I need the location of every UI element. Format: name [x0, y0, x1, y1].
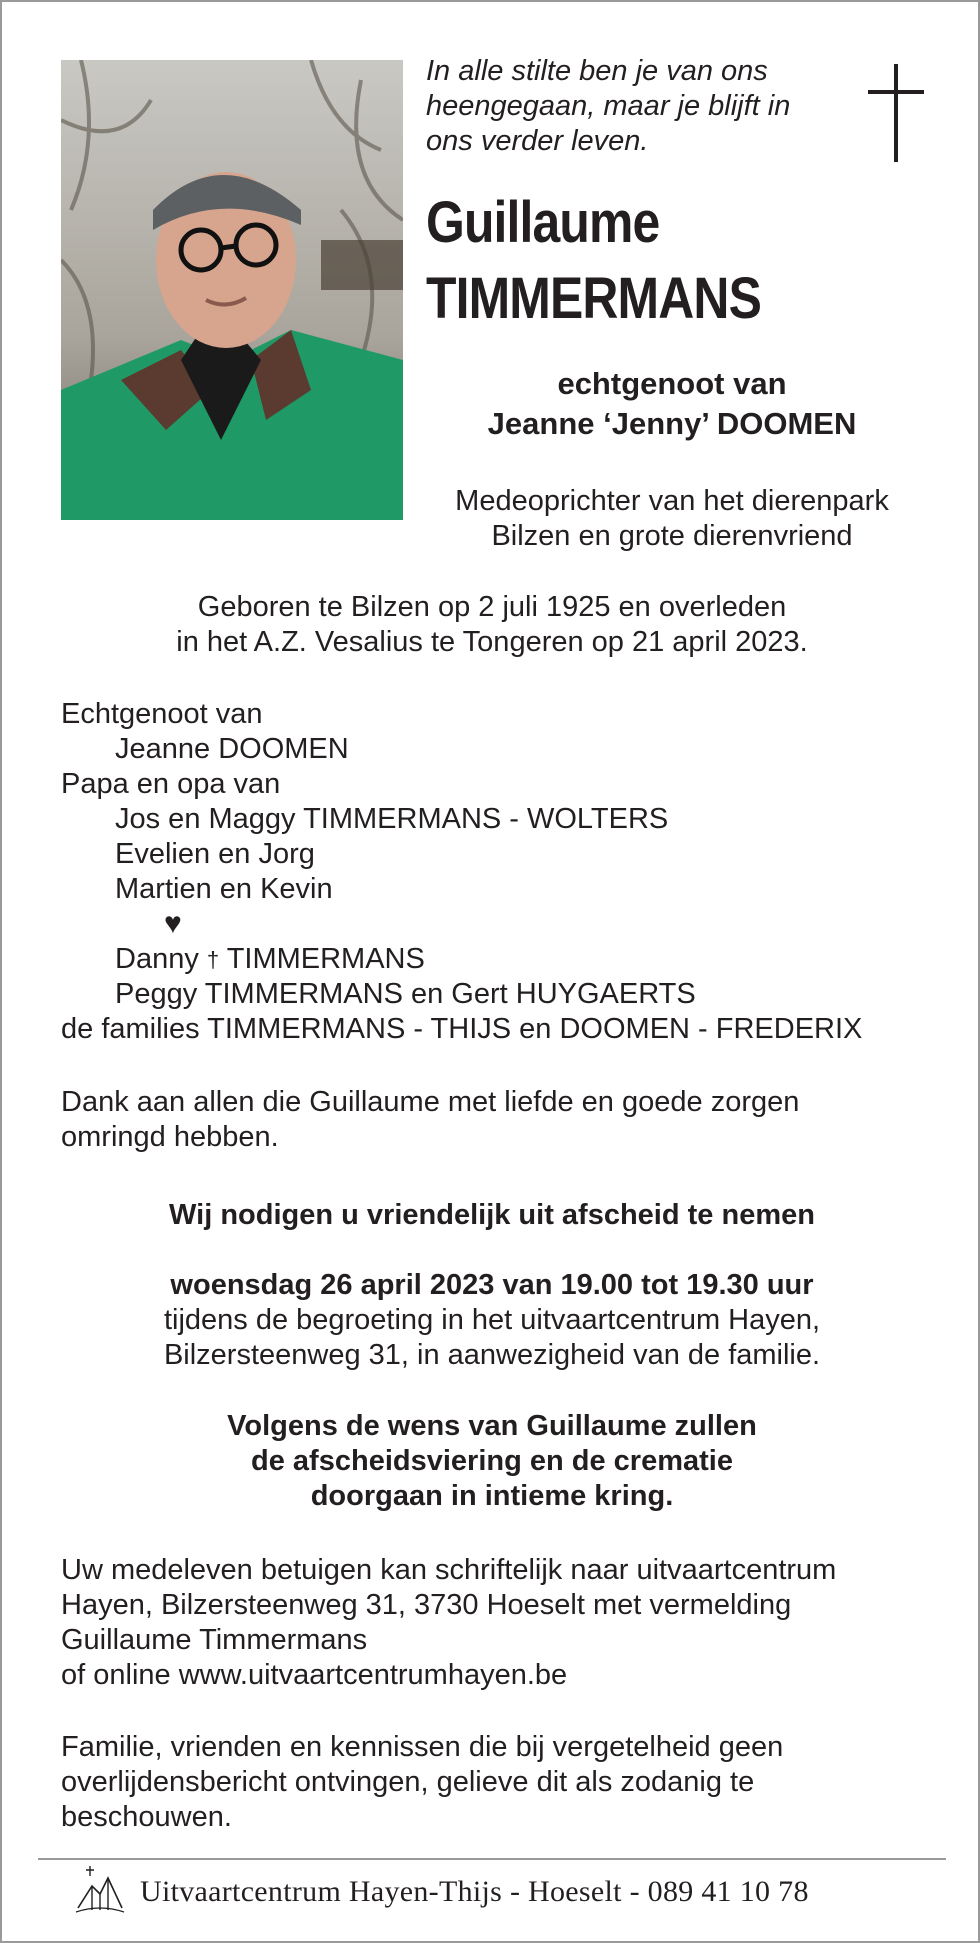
cross-icon	[868, 64, 924, 162]
thanks-text	[61, 1085, 941, 1155]
thanks-line: omringd hebben.	[61, 1121, 279, 1153]
birth-death-info	[2, 590, 980, 660]
wish-line: de afscheidsviering en de crematie	[251, 1445, 733, 1477]
quote-line: heengegaan, maar je blijft in	[426, 90, 791, 122]
birth-line: in het A.Z. Vesalius te Tongeren op 21 april 2023.	[176, 626, 808, 658]
grandchild-entry: Martien en Kevin	[115, 873, 333, 905]
spouse-heading	[432, 364, 912, 444]
children-label: Papa en opa van	[61, 768, 281, 800]
spouse-name: Jeanne DOOMEN	[115, 733, 349, 765]
footer-divider	[38, 1858, 946, 1860]
funeral-home-contact: Uitvaartcentrum Hayen-Thijs - Hoeselt - 089 41 10 78	[140, 1875, 809, 1908]
notice-text	[61, 1730, 941, 1835]
heart-icon: ♥	[164, 907, 182, 940]
condolence-line: Guillaume Timmermans	[61, 1624, 368, 1656]
deceased-name	[426, 185, 822, 337]
visitation-details	[2, 1268, 980, 1373]
spouse-heading-line: Jeanne ‘Jenny’ DOOMEN	[487, 406, 857, 441]
founder-line: Bilzen en grote dierenvriend	[491, 520, 853, 552]
child-last-name: TIMMERMANS	[226, 943, 425, 975]
portrait-photo	[61, 60, 403, 520]
last-name: TIMMERMANS	[426, 266, 761, 331]
birth-line: Geboren te Bilzen op 2 juli 1925 en overleden	[197, 591, 787, 623]
funeral-home-logo-icon	[74, 1864, 126, 1916]
notice-line: beschouwen.	[61, 1801, 232, 1833]
wish-line: doorgaan in intieme kring.	[310, 1480, 674, 1512]
child-entry: Jos en Maggy TIMMERMANS - WOLTERS	[115, 803, 669, 835]
visitation-line: Bilzersteenweg 31, in aanwezigheid van de familie.	[163, 1339, 821, 1371]
condolence-line: of online www.uitvaartcentrumhayen.be	[61, 1659, 568, 1691]
first-name: Guillaume	[426, 190, 660, 255]
dagger-icon: †	[206, 947, 220, 972]
grandchild-entry: Evelien en Jorg	[115, 838, 315, 870]
visitation-date: woensdag 26 april 2023 van 19.00 tot 19.30 uur	[170, 1269, 814, 1301]
thanks-line: Dank aan allen die Guillaume met liefde en goede zorgen	[61, 1086, 800, 1118]
families-entry: de families TIMMERMANS - THIJS en DOOMEN - FREDERIX	[61, 1013, 863, 1045]
wish-line: Volgens de wens van Guillaume zullen	[227, 1410, 757, 1442]
spouse-label: Echtgenoot van	[61, 698, 263, 730]
notice-line: Familie, vrienden en kennissen die bij vergetelheid geen	[61, 1731, 784, 1763]
condolence-line: Uw medeleven betuigen kan schriftelijk naar uitvaartcentrum	[61, 1554, 837, 1586]
founder-line: Medeoprichter van het dierenpark	[455, 485, 889, 517]
ceremony-wish	[2, 1409, 980, 1514]
condolence-line: Hayen, Bilzersteenweg 31, 3730 Hoeselt met vermelding	[61, 1589, 792, 1621]
notice-line: overlijdensbericht ontvingen, gelieve dit als zodanig te	[61, 1766, 755, 1798]
founder-note	[432, 484, 912, 554]
quote-line: ons verder leven.	[426, 125, 649, 157]
child-entry: Peggy TIMMERMANS en Gert HUYGAERTS	[115, 978, 696, 1010]
invitation-heading: Wij nodigen u vriendelijk uit afscheid te nemen	[169, 1199, 815, 1231]
quote-line: In alle stilte ben je van ons	[426, 55, 768, 87]
child-entry-deceased	[61, 942, 425, 977]
memorial-quote	[426, 54, 846, 159]
visitation-line: tijdens de begroeting in het uitvaartcentrum Hayen,	[163, 1304, 821, 1336]
condolence-info	[61, 1553, 941, 1693]
spouse-heading-line: echtgenoot van	[557, 366, 787, 401]
child-first-name: Danny	[115, 943, 199, 975]
